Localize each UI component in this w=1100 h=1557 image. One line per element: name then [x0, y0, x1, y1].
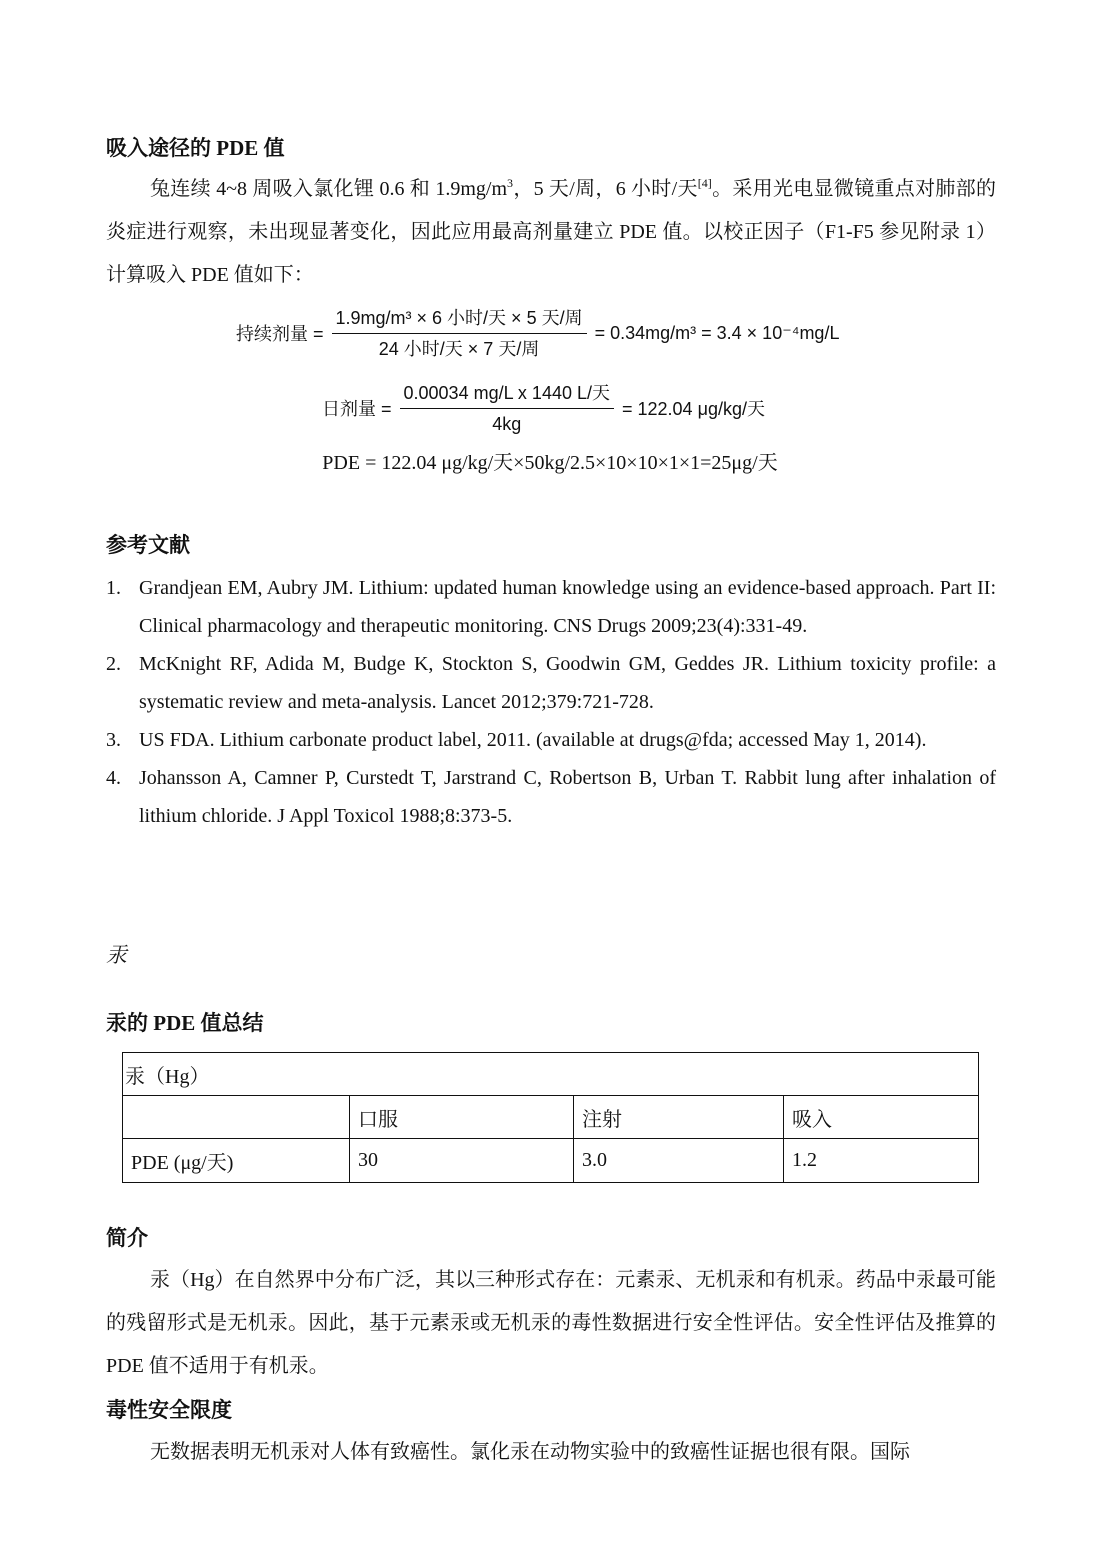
- column-header-inhalation: 吸入: [784, 1096, 979, 1139]
- reference-item: 4. Johansson A, Camner P, Curstedt T, Jarstrand C, Robertson B, Urban T. Rabbit lung after inhalation of lithium chloride. J Appl Toxicol 1988;8:373-5.: [106, 767, 996, 827]
- value-injection: 3.0: [574, 1139, 784, 1183]
- denominator: 4kg: [492, 414, 522, 434]
- intro-heading: 简介: [106, 1226, 148, 1250]
- references-heading: 参考文献: [106, 533, 190, 557]
- summary-heading: 汞的 PDE 值总结: [106, 1011, 264, 1035]
- citation-4: [4]: [697, 176, 712, 190]
- fraction: [332, 306, 587, 360]
- reference-item: 2. McKnight RF, Adida M, Budge K, Stockton S, Goodwin GM, Geddes JR. Lithium toxicity profile: a systematic review and meta-analysis. Lancet 2012;379:721-728.: [106, 653, 996, 713]
- intro-paragraph: 汞（Hg）在自然界中分布广泛，其以三种形式存在：元素汞、无机汞和有机汞。药品中汞最可能的残留形式是无机汞。因此，基于元素汞或无机汞的毒性数据进行安全性评估。安全性评估及推算的 PDE 值不适用于有机汞。: [106, 1269, 996, 1377]
- column-header-injection: 注射: [574, 1096, 784, 1139]
- value-oral: 30: [350, 1139, 574, 1183]
- inhalation-pde-heading: 吸入途径的 PDE 值: [106, 136, 285, 160]
- table-cell: [123, 1096, 350, 1139]
- fraction: [400, 381, 614, 435]
- toxicity-heading: 毒性安全限度: [106, 1398, 232, 1422]
- numerator: 1.9mg/m³ × 6 小时/天 × 5 天/周: [332, 306, 587, 334]
- table-row: [123, 1096, 979, 1139]
- row-label: PDE (μg/天): [123, 1139, 350, 1183]
- table-header-cell: 汞（Hg）: [123, 1053, 979, 1096]
- reference-item: 1. Grandjean EM, Aubry JM. Lithium: updated human knowledge using an evidence-based approach. Part II: Clinical pharmacology and therapeutic monitoring. CNS Drugs 2009;23(4):331-49.: [106, 577, 996, 637]
- daily-dose-formula: [322, 381, 765, 435]
- value-inhalation: 1.2: [784, 1139, 979, 1183]
- numerator: 0.00034 mg/L x 1440 L/天: [400, 381, 614, 409]
- table-row: [123, 1139, 979, 1183]
- pde-summary-table: [122, 1052, 979, 1183]
- formula-rhs: = 122.04 μg/kg/天: [622, 399, 765, 419]
- sustained-dose-formula: [236, 306, 839, 360]
- formula-rhs: = 0.34mg/m³ = 3.4 × 10⁻⁴mg/L: [594, 322, 840, 343]
- mercury-section-title: 汞: [106, 943, 127, 967]
- formula-lhs: 日剂量 =: [322, 399, 392, 419]
- inhalation-paragraph: 兔连续 4~8 周吸入氯化锂 0.6 和 $1.9mg/m^3$，5 天/周，6 小时/天[4]。采用光电显微镜重点对肺部的炎症进行观察，未出现显著变化，因此应用最高剂量建立 PDE 值。以校正因子（F1-F5 参见附录 1）计算吸入 PDE 值如下：: [106, 176, 997, 286]
- pde-calculation: PDE = 122.04 μg/kg/天×50kg/2.5×10×10×1×1=25μg/天: [322, 452, 778, 474]
- formula-lhs: 持续剂量 =: [236, 324, 324, 344]
- denominator: 24 小时/天 × 7 天/周: [378, 339, 540, 359]
- column-header-oral: 口服: [350, 1096, 574, 1139]
- reference-item: 3. US FDA. Lithium carbonate product label, 2011. (available at drugs@fda; accessed May 1, 2014).: [106, 729, 927, 751]
- reference-list: [106, 569, 996, 835]
- superscript-3: 3: [507, 176, 514, 190]
- toxicity-paragraph: 无数据表明无机汞对人体有致癌性。氯化汞在动物实验中的致癌性证据也很有限。国际: [150, 1441, 910, 1463]
- table-row: [123, 1053, 979, 1096]
